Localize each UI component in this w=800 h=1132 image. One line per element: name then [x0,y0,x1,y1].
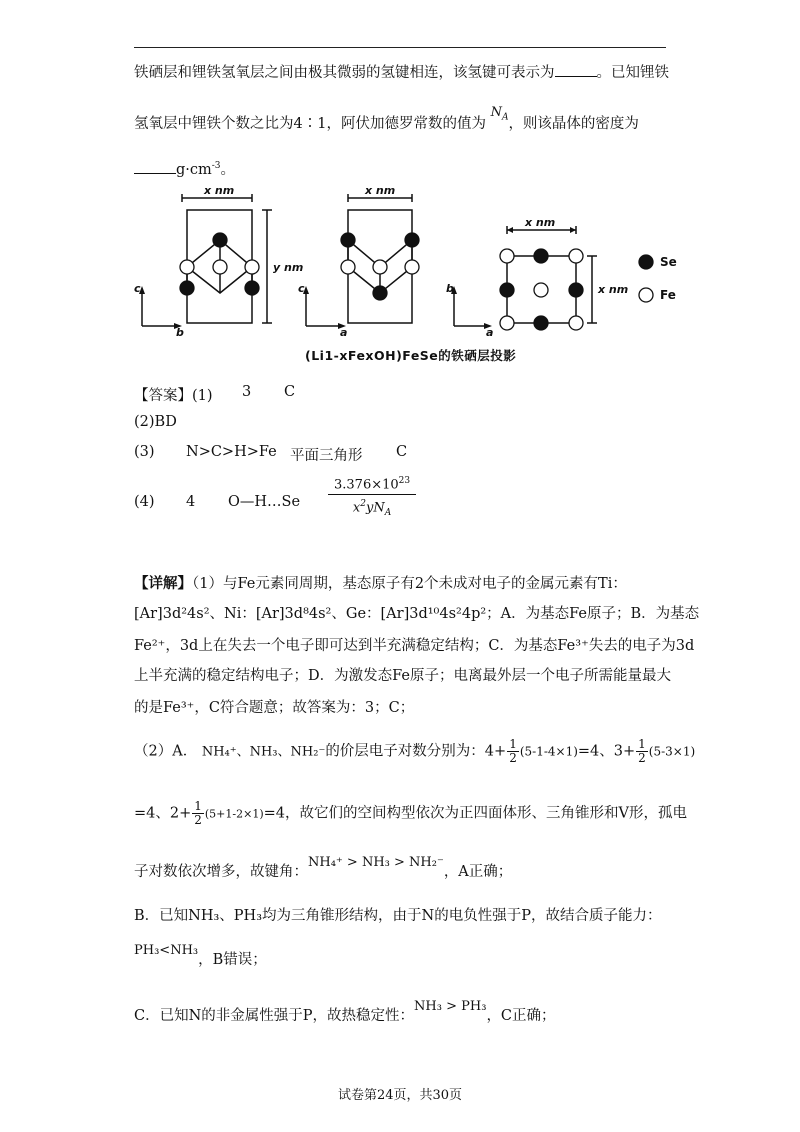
answer-q1-b: C [284,384,296,400]
avogadro-symbol: $N_A$ [490,105,509,123]
question-text: 。已知锂铁 [596,65,669,81]
detail-line-4: 上半充满的稳定结构电子；D．为激发态Fe原子；电离最外层一个电子所需能量最大 [134,668,671,684]
crystal-projection-figure [130,180,690,350]
detail-line-7: =4、2+ $\frac{1}{2}$ (5+1-2×1)=4，故它们的空间构型依次为正四面体形、三角锥形和V形，孤电 [134,799,687,827]
question-line-2 [134,105,639,140]
answer-q3-a: N>C>H>Fe [186,444,277,460]
density-fraction: $\frac{3.376\times 10^{23}}{x^2yN_A}$ [327,472,417,522]
stability-formula: NH₃ > PH₃ [414,999,487,1014]
species-formula: NH₄⁺、NH₃、NH₂⁻ [201,744,326,760]
question-line-1 [134,62,669,83]
detail-line-11: C．已知N的非金属性强于P，故热稳定性：NH₃ > PH₃，C正确； [134,999,556,1024]
detail-line-8: 子对数依次增多，故键角：NH₄⁺ > NH₃ > NH₂⁻，A正确； [134,855,513,880]
detail-line-3: Fe²⁺，3d上在失去一个电子即可达到半充满稳定结构；C．为基态Fe³⁺失去的电子为3d [134,638,695,654]
x-nm-label-3: x nm [525,216,556,229]
answer-q3-c: C [396,444,408,460]
question-text: ，则该晶体的密度为 [508,116,639,132]
half-fraction: $\frac{1}{2}$ [638,737,646,765]
legend-se-label: Se [660,255,677,269]
legend-fe-label: Fe [660,288,676,302]
unit-text: g·cm [176,161,212,178]
y-nm-label: y nm [273,261,304,274]
answer-blank [555,62,597,77]
question-text: 氢氧层中锂铁个数之比为4∶1，阿伏加德罗常数的值为 [134,116,486,132]
answer-q4-b: O—H…Se [228,494,301,510]
axis-c-label-2: c [298,282,305,295]
unit-exponent: -3 [211,161,221,171]
answer-q3-num: (3) [134,444,155,460]
x-nm-label-2: x nm [365,184,396,197]
x-nm-label-4: x nm [598,283,629,296]
answer-q2: (2)BD [134,414,177,430]
half-fraction: $\frac{1}{2}$ [194,799,202,827]
answer-heading: 【答案】(1) [134,388,213,404]
answer-q4-a: 4 [186,494,196,510]
axis-a-label-3: a [486,326,494,339]
proton-affinity-formula: PH₃<NH₃ [134,943,199,958]
answer-q3-b: 平面三角形 [290,448,363,464]
detail-line-6: （2）A． NH₄⁺、NH₃、NH₂⁻的价层电子对数分别为：4+ $\frac{1}{2}$ (5-1-4×1)=4、3+ $\frac{1}{2}$ (5-3×1) [134,737,696,765]
half-fraction: $\frac{1}{2}$ [509,737,517,765]
answer-blank [134,159,176,174]
detail-line-9: B．已知NH₃、PH₃均为三角锥形结构，由于N的电负性强于P，故结合质子能力： [134,908,662,924]
axis-c-label-1: c [134,282,141,295]
axis-b-label-3: b [446,282,454,295]
top-rule [134,47,666,48]
axis-b-label-1: b [176,326,184,339]
x-nm-label-1: x nm [204,184,235,197]
axis-a-label-2: a [340,326,348,339]
bond-angle-formula: NH₄⁺ > NH₃ > NH₂⁻ [308,855,444,870]
answer-q4-num: (4) [134,494,155,510]
detail-line-5: 的是Fe³⁺，C符合题意；故答案为：3；C； [134,700,415,716]
question-text: 铁硒层和锂铁氢氧层之间由极其微弱的氢键相连，该氢键可表示为 [134,65,555,81]
answer-q1-a: 3 [242,384,252,400]
detail-line-1: 【详解】（1）与Fe元素同周期，基态原子有2个未成对电子的金属元素有Ti： [134,575,627,592]
detail-line-10: PH₃<NH₃，B错误； [134,943,267,968]
figure-caption: (Li1-xFexOH)FeSe的铁硒层投影 [305,348,517,363]
question-line-3: $g\cdot cm^{-3}$。 [134,156,235,180]
detail-line-2: [Ar]3d²4s²、Ni：[Ar]3d⁸4s²、Ge：[Ar]3d¹⁰4s²4p²；A．为基态Fe原子；B．为基态 [134,606,700,622]
page-footer: 试卷第24页，共30页 [337,1088,463,1103]
